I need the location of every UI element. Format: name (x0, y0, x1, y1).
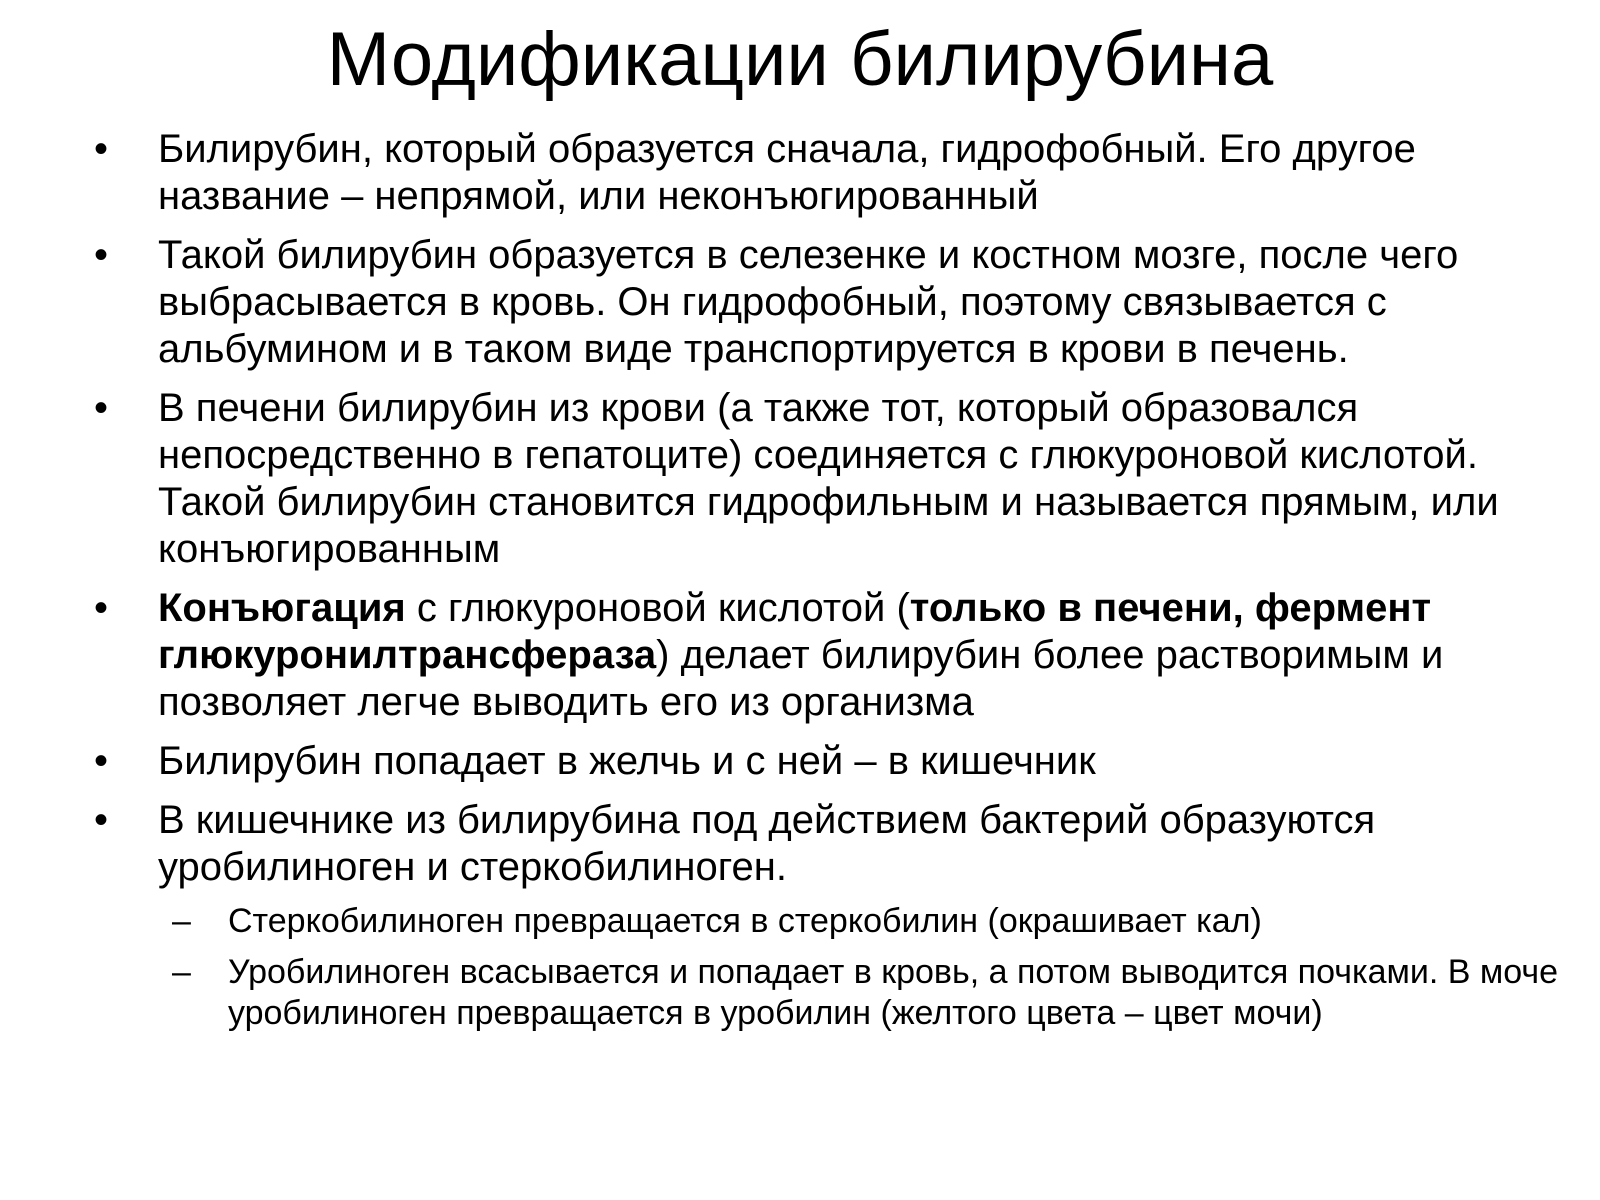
bullet-text: Такой билирубин образуется в селезенке и костном мозге, после чего выбрасывается в кровь. Он гидрофобный, поэтому связывается с альбумином и в таком виде транспортируется в крови в печень. (158, 233, 1459, 371)
slide-title: Модификации билирубина (326, 17, 1274, 102)
list-item (90, 797, 1570, 1034)
bullet-marker: • (94, 586, 109, 630)
sub-bullet-text: Стеркобилиноген превращается в стеркобилин (окрашивает кал) (228, 902, 1262, 940)
bold-term: Конъюгация (158, 586, 406, 630)
bullet-text: В печени билирубин из крови (а также тот, который образовался непосредственно в гепатоците) соединяется с глюкуроновой кислотой. Такой билирубин становится гидрофильным и называется прямым, или конъюгированным (158, 386, 1499, 571)
sub-list (90, 901, 1570, 1034)
dash-marker: – (172, 953, 191, 991)
bullet-marker: • (94, 127, 109, 171)
list-item (90, 385, 1570, 573)
bullet-text: Билирубин попадает в желчь и с ней – в кишечник (158, 739, 1096, 783)
bullet-marker: • (94, 233, 109, 277)
bullet-marker: • (94, 739, 109, 783)
bullet-list (90, 126, 1570, 1046)
bullet-text (158, 586, 1443, 724)
list-item (90, 738, 1570, 785)
bold-phrase: только в печени, фермент глюкуронилтрансфераза (158, 586, 1432, 677)
list-item (90, 126, 1570, 220)
text-fragment: ) делает билирубин более растворимым и позволяет легче выводить его из организма (158, 633, 1444, 724)
bullet-marker: • (94, 798, 109, 842)
bullet-text: В кишечнике из билирубина под действием бактерий образуются уробилиноген и стеркобилиноген. (158, 798, 1376, 889)
sub-list-item (90, 952, 1570, 1034)
bullet-text: Билирубин, который образуется сначала, гидрофобный. Его другое название – непрямой, или неконъюгированный (158, 127, 1416, 218)
list-item (90, 232, 1570, 373)
dash-marker: – (172, 902, 191, 940)
sub-list-item (90, 901, 1570, 942)
bullet-marker: • (94, 386, 109, 430)
text-fragment: с глюкуроновой кислотой ( (405, 586, 910, 630)
sub-bullet-text: Уробилиноген всасывается и попадает в кровь, а потом выводится почками. В моче уробилиноген превращается в уробилин (желтого цвета – цвет мочи) (228, 953, 1559, 1032)
list-item (90, 585, 1570, 726)
